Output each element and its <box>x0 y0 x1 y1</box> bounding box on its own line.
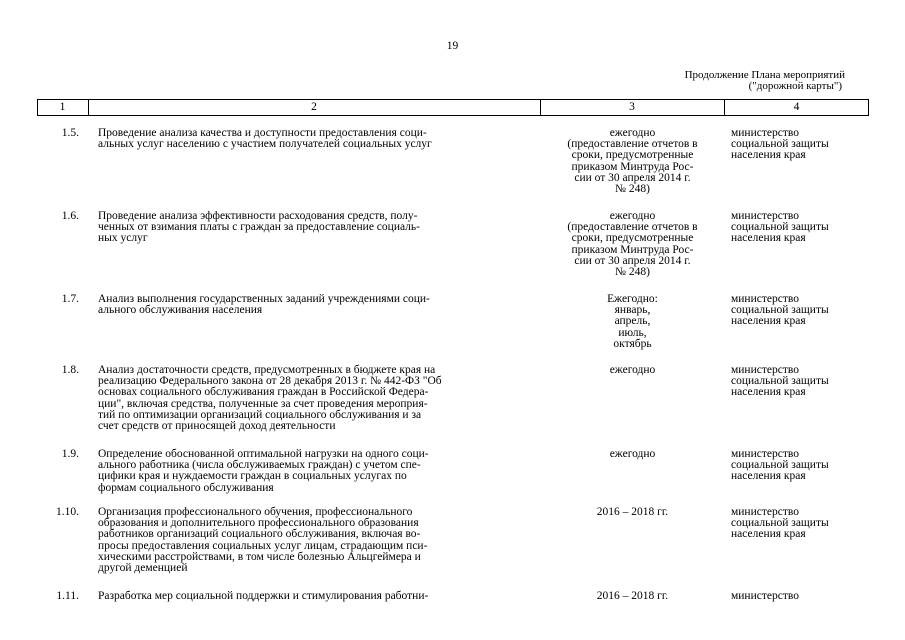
row-responsible: министерство <box>731 590 799 602</box>
row-description: Определение обоснованной оптимальной нагрузки на одного соци- ального работника (числа обслуживаемых граждан) с учетом спе- цифики края и нуждаемости граждан в социальных услугах по формам социального обслуживания <box>98 448 429 494</box>
row-responsible: министерство социальной защиты населения края <box>731 210 829 245</box>
continuation-caption <box>600 70 845 92</box>
continuation-line-2: ("дорожной карты") <box>748 80 842 92</box>
row-period: Ежегодно: январь, апрель, июль, октябрь <box>607 293 658 350</box>
row-description: Анализ достаточности средств, предусмотренных в бюджете края на реализацию Федерального закона от 28 декабря 2013 г. № 442-ФЗ "Об основах социального обслуживания граждан в Российской Федера- ции", включая средства, полученные за счет проведения мероприя- тий по оптимизации организаций социального обслуживания и за счет средств от приносящей доход деятельности <box>98 364 442 433</box>
row-period: ежегодно <box>609 364 656 376</box>
row-period: ежегодно <box>609 448 656 460</box>
row-responsible: министерство социальной защиты населения края <box>731 506 829 541</box>
column-header-4: 4 <box>793 101 800 113</box>
row-period: ежегодно (предоставление отчетов в сроки, предусмотренные приказом Минтруда Рос- сии от 30 апреля 2014 г. № 248) <box>567 127 698 196</box>
row-responsible: министерство социальной защиты населения края <box>731 448 829 483</box>
row-period: ежегодно (предоставление отчетов в сроки, предусмотренные приказом Минтруда Рос- сии от 30 апреля 2014 г. № 248) <box>567 210 698 279</box>
row-responsible: министерство социальной защиты населения края <box>731 364 829 399</box>
row-description: Анализ выполнения государственных заданий учреждениями соци- ального обслуживания населения <box>98 293 430 317</box>
row-description: Разработка мер социальной поддержки и стимулирования работни- <box>98 590 429 602</box>
row-number: 1.7. <box>61 293 79 305</box>
row-number: 1.5. <box>61 127 79 139</box>
row-responsible: министерство социальной защиты населения края <box>731 127 829 162</box>
continuation-line-1: Продолжение Плана мероприятий <box>684 69 845 81</box>
row-period: 2016 – 2018 гг. <box>596 590 669 602</box>
row-description: Проведение анализа эффективности расходования средств, полу- ченных от взимания платы с граждан за предоставление социаль- ных услуг <box>98 210 420 245</box>
row-description: Проведение анализа качества и доступности предоставления соци- альных услуг населению с участием получателей социальных услуг <box>98 127 432 151</box>
row-period: 2016 – 2018 гг. <box>596 506 669 518</box>
row-description: Организация профессионального обучения, профессионального образования и дополнительного профессионального образования работников организаций социального обслуживания, включая во- просы предоставления социальных услуг лицам, страдающим пси- хическими расстройствами, в том числе болезнью Альцгеймера и другой деменцией <box>98 506 428 575</box>
column-header-1: 1 <box>59 101 66 113</box>
column-header-3: 3 <box>629 101 635 113</box>
column-header-2: 2 <box>311 101 317 113</box>
row-number: 1.10. <box>56 506 79 518</box>
row-number: 1.11. <box>56 590 79 602</box>
row-number: 1.8. <box>61 364 79 376</box>
row-number: 1.9. <box>61 448 79 460</box>
row-number: 1.6. <box>61 210 79 222</box>
page-number: 19 <box>446 40 459 52</box>
row-responsible: министерство социальной защиты населения края <box>731 293 829 328</box>
